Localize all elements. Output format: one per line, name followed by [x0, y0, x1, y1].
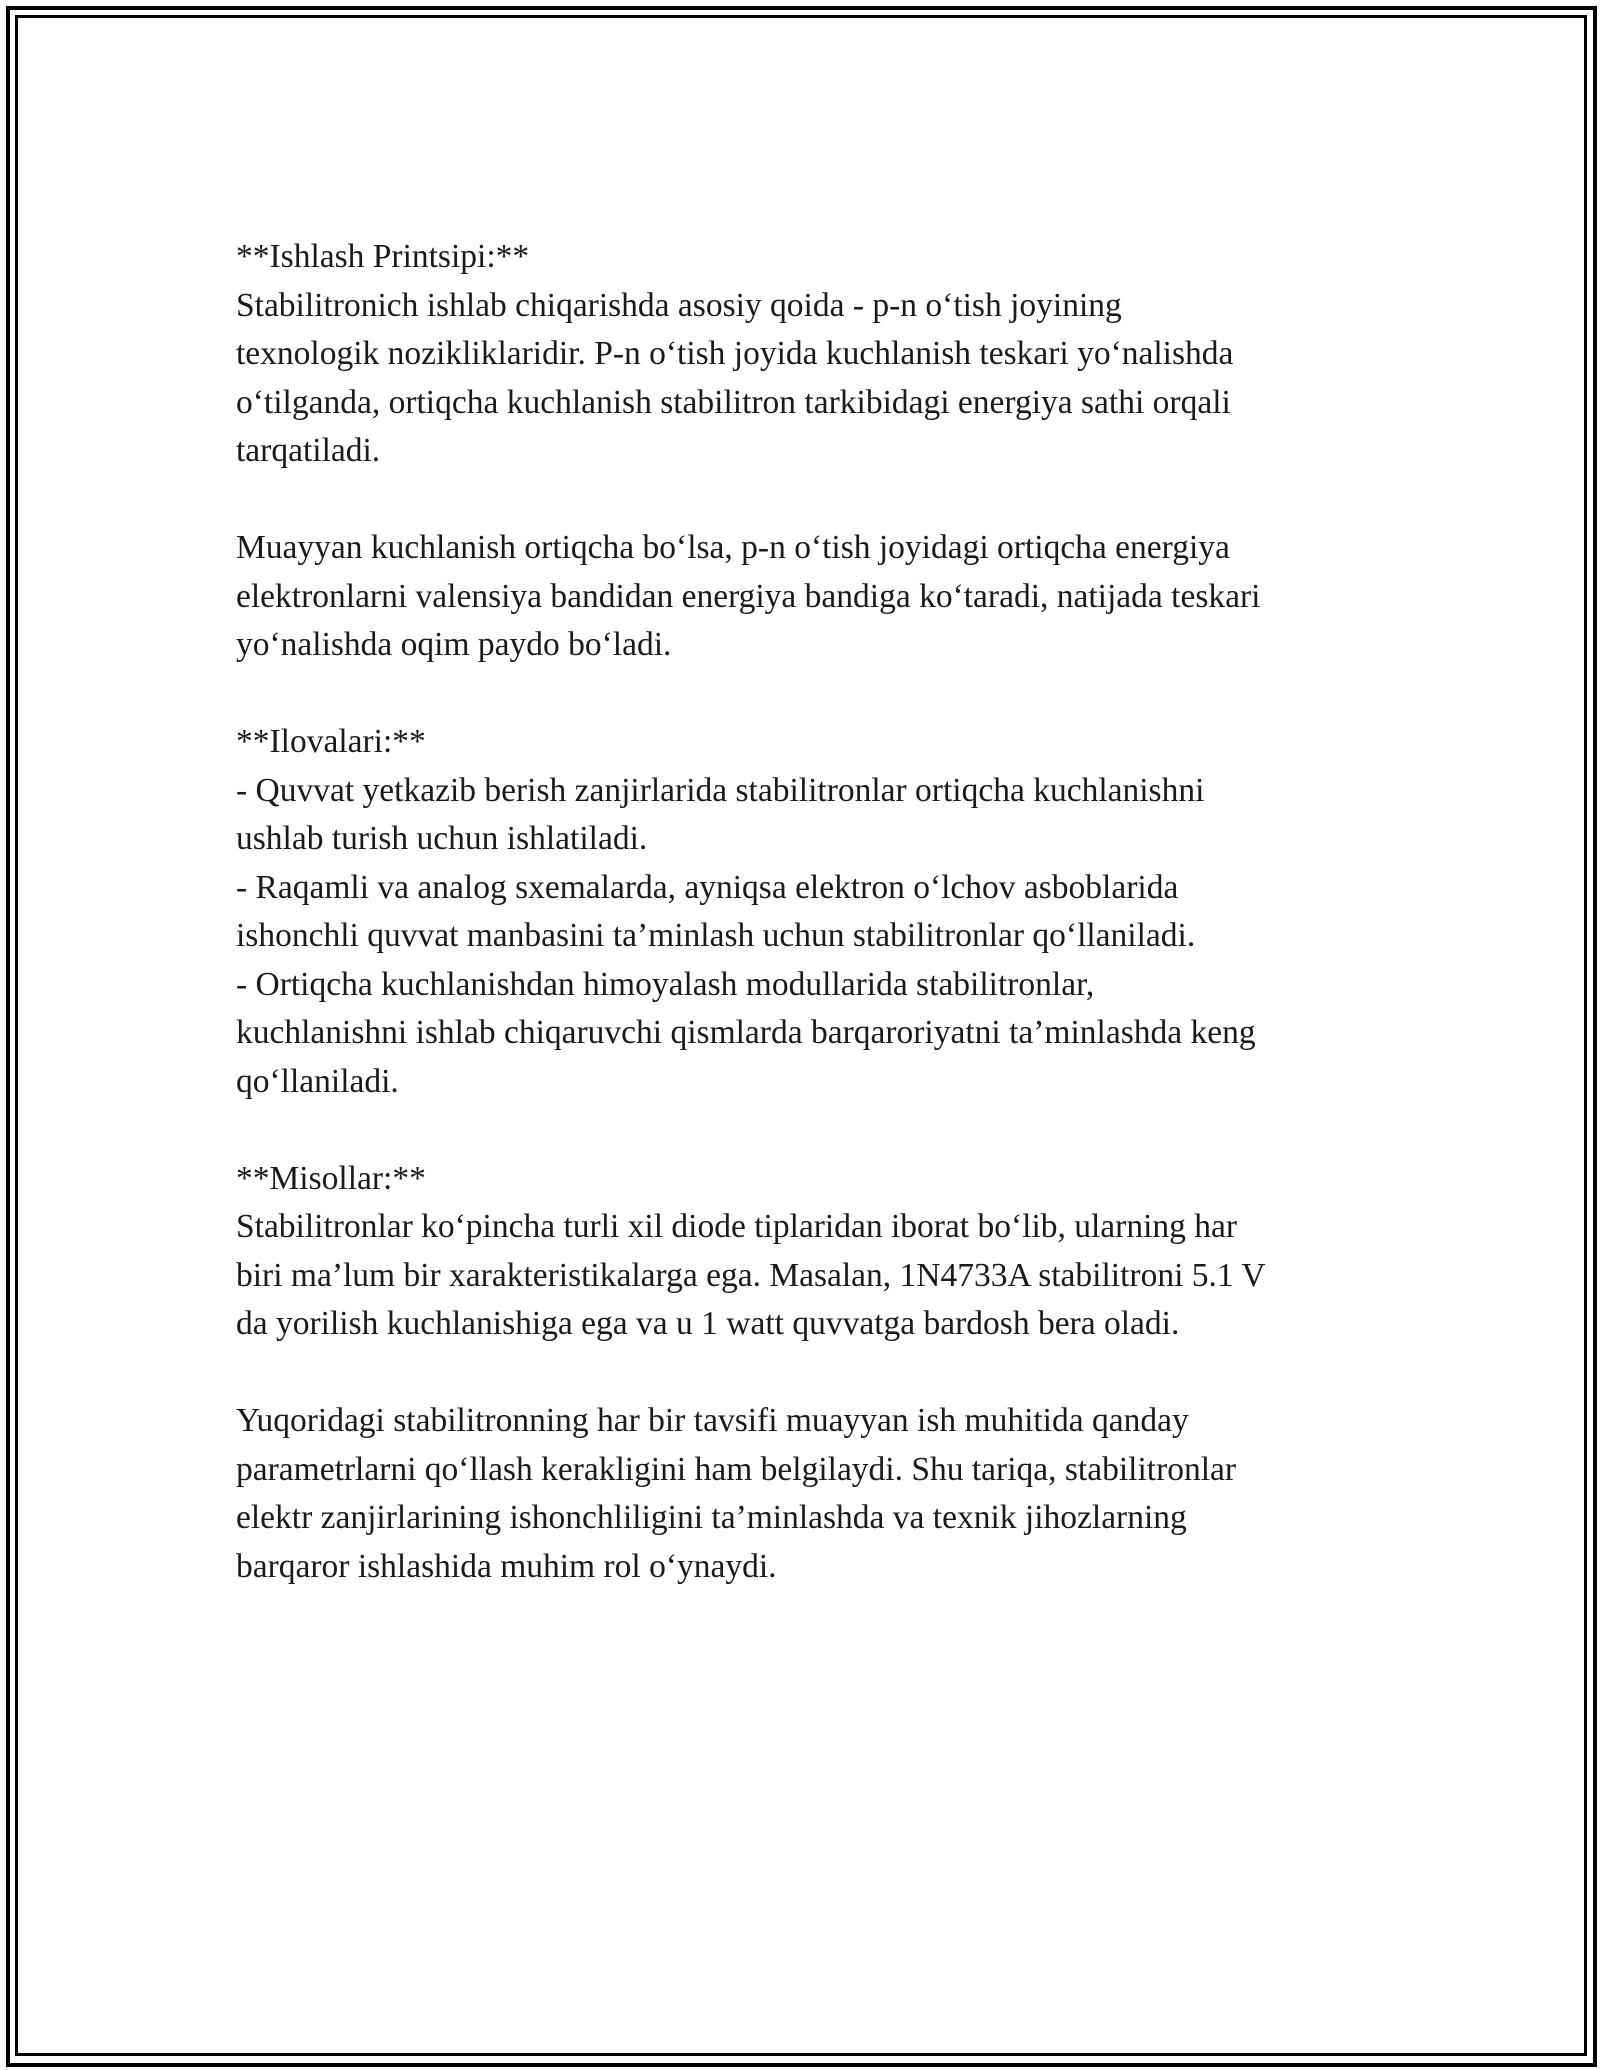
list-item-line: qo‘llaniladi.: [236, 1062, 399, 1100]
text-line: Muayyan kuchlanish ortiqcha bo‘lsa, p-n o‘tish joyidagi ortiqcha energiya: [236, 529, 1230, 566]
text-line: tarqatiladi.: [236, 432, 381, 469]
text-line: texnologik nozikliklaridir. P-n o‘tish joyida kuchlanish teskari yo‘nalishda: [236, 335, 1234, 372]
text-line: elektr zanjirlarining ishonchliligini ta’minlashda va texnik jihozlarning: [236, 1499, 1187, 1536]
text-line: o‘tilganda, ortiqcha kuchlanish stabilitron tarkibidagi energiya sathi orqali: [236, 383, 1231, 421]
text-line: elektronlarni valensiya bandidan energiya bandiga ko‘taradi, natijada teskari: [236, 577, 1261, 615]
list-item-line: - Ortiqcha kuchlanishdan himoyalash modullarida stabilitronlar,: [236, 965, 1095, 1003]
text-line: da yorilish kuchlanishiga ega va u 1 watt quvvatga bardosh bera oladi.: [236, 1305, 1180, 1342]
text-line: barqaror ishlashida muhim rol o‘ynaydi.: [236, 1547, 777, 1585]
list-item-line: kuchlanishni ishlab chiqaruvchi qismlarda barqaroriyatni ta’minlashda keng: [236, 1014, 1256, 1051]
list-item-line: - Quvvat yetkazib berish zanjirlarida stabilitronlar ortiqcha kuchlanishni: [236, 771, 1205, 809]
list-item-line: - Raqamli va analog sxemalarda, ayniqsa elektron o‘lchov asboblarida: [236, 868, 1179, 906]
list-item-line: ushlab turish uchun ishlatiladi.: [236, 820, 648, 857]
paragraph-overvoltage: [236, 524, 1396, 670]
text-line: Yuqoridagi stabilitronning har bir tavsifi muayyan ish muhitida qanday: [236, 1402, 1189, 1439]
text-line: parametrlarni qo‘llash kerakligini ham belgilaydi. Shu tariqa, stabilitronlar: [236, 1450, 1237, 1488]
paragraph-working-principle: [236, 233, 1396, 476]
section-heading-working-principle: **Ishlash Printsipi:**: [236, 238, 530, 275]
paragraph-conclusion: [236, 1397, 1396, 1591]
paragraph-examples: [236, 1155, 1396, 1349]
text-line: yo‘nalishda oqim paydo bo‘ladi.: [236, 626, 672, 663]
list-item-line: ishonchli quvvat manbasini ta’minlash uchun stabilitronlar qo‘llaniladi.: [236, 917, 1196, 954]
text-line: biri ma’lum bir xarakteristikalarga ega. Masalan, 1N4733A stabilitroni 5.1 V: [236, 1256, 1266, 1294]
section-heading-examples: **Misollar:**: [236, 1159, 426, 1197]
section-heading-applications: **Ilovalari:**: [236, 723, 426, 760]
text-line: Stabilitronlar ko‘pincha turli xil diode tiplaridan iborat bo‘lib, ularning har: [236, 1208, 1238, 1245]
document-body: [236, 233, 1396, 1591]
text-line: Stabilitronich ishlab chiqarishda asosiy qoida - p-n o‘tish joyining: [236, 286, 1122, 324]
paragraph-applications: [236, 718, 1396, 1106]
